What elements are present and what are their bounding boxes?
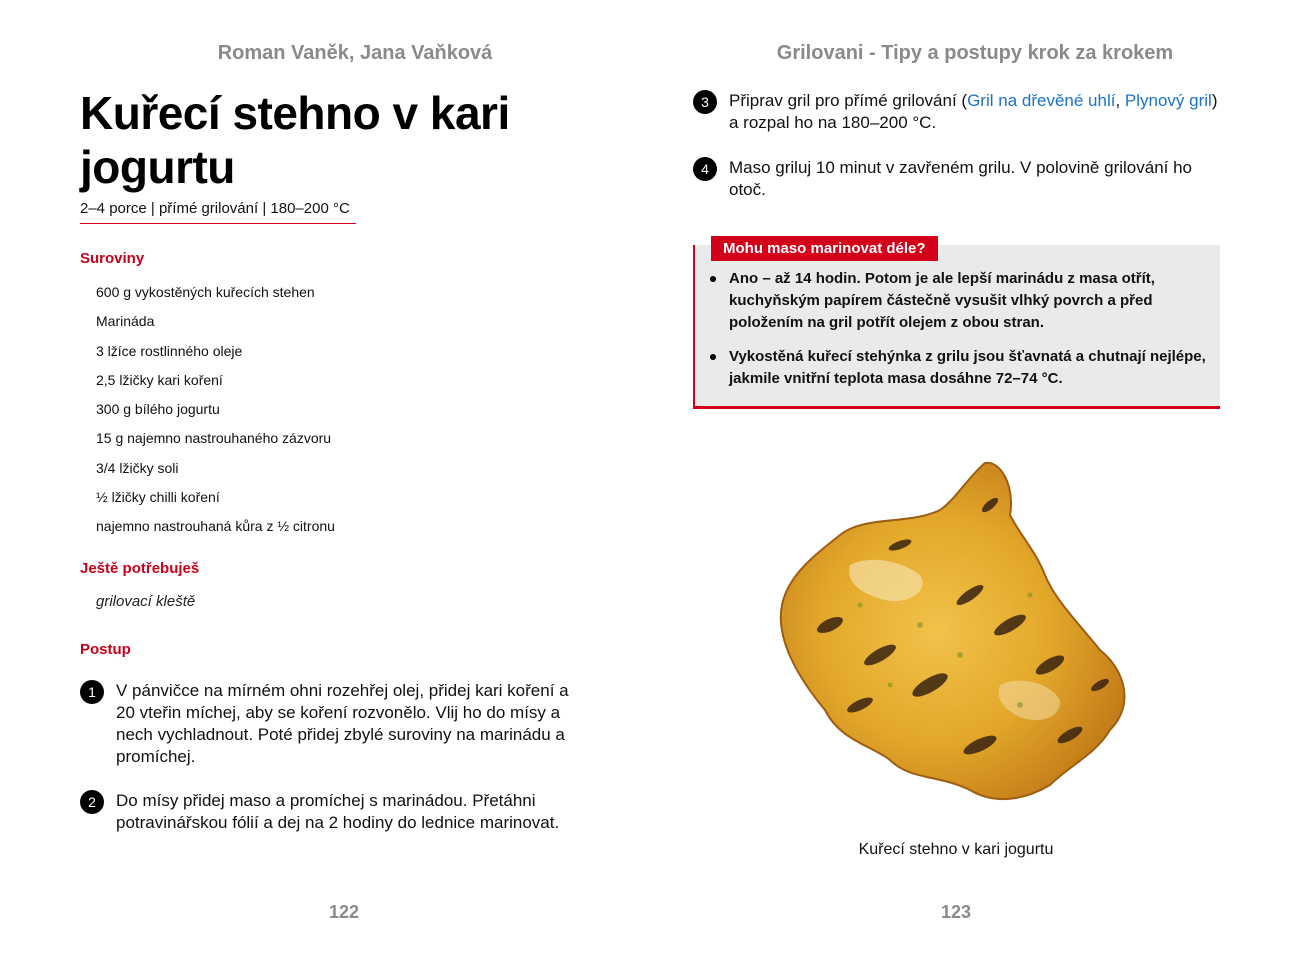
step-text-part: ) a rozpal ho na 180–200 °C. — [729, 91, 1218, 132]
method-heading: Postup — [80, 641, 131, 658]
ingredient-item: Marináda — [96, 313, 155, 330]
step-text: V pánvičce na mírném ohni rozehřej olej, přidej kari koření a 20 vteřin míchej, aby se koření rozvonělo. Vlij ho do mísy a nech vychladnout. Poté přidej zbylé suroviny na marinádu a promíchej. — [116, 681, 569, 766]
step-4 — [693, 157, 1213, 201]
ingredient-item: 600 g vykostěných kuřecích stehen — [96, 284, 315, 300]
tip-item: Vykostěná kuřecí stehýnka z grilu jsou šťavnatá a chutnají nejlépe, jakmile vnitřní teplota masa dosáhne 72–74 °C. — [708, 346, 1208, 390]
tip-box-title: Mohu maso marinovat déle? — [711, 236, 938, 261]
step-number-badge: 3 — [693, 90, 717, 114]
charcoal-grill-link[interactable]: Gril na dřevěné uhlí — [967, 91, 1116, 110]
ingredients-list — [96, 283, 335, 547]
step-number-badge: 4 — [693, 157, 717, 181]
step-text — [729, 90, 1223, 134]
page-number-left: 122 — [328, 902, 360, 922]
step-text-part: Připrav gril pro přímé grilování ( — [729, 91, 968, 110]
tool-item: grilovací kleště — [96, 593, 196, 610]
ingredients-heading: Suroviny — [80, 250, 145, 267]
ingredient-item: 2,5 lžičky kari koření — [96, 371, 223, 388]
link-separator: , — [1115, 91, 1125, 110]
ingredient-item: 300 g bílého jogurtu — [96, 401, 220, 418]
step-text: Maso griluj 10 minut v zavřeném grilu. V polovině grilování ho otoč. — [729, 158, 1193, 199]
recipe-title: Kuřecí stehno v kari jogurtu — [80, 87, 510, 193]
running-head-right: Grilovani - Tipy a postupy krok za krokem — [776, 42, 1174, 64]
step-3 — [693, 90, 1223, 134]
chicken-thigh-shape — [781, 463, 1125, 799]
ingredient-item: najemno nastrouhaná kůra z ½ citronu — [96, 518, 335, 535]
ingredient-item: 3/4 lžičky soli — [96, 459, 179, 476]
ingredient-item: 3 lžíce rostlinného oleje — [96, 342, 243, 359]
page-number-right: 123 — [940, 902, 972, 922]
photo-caption: Kuřecí stehno v kari jogurtu — [858, 841, 1054, 858]
gas-grill-link[interactable]: Plynový gril — [1124, 91, 1212, 110]
recipe-meta: 2–4 porce | přímé grilování | 180–200 °C — [80, 200, 356, 224]
ingredient-item: 15 g najemno nastrouhaného zázvoru — [96, 430, 332, 447]
step-1 — [80, 680, 580, 768]
grilled-chicken-photo — [770, 455, 1140, 810]
step-number-badge: 1 — [80, 680, 104, 704]
ingredient-item: ½ lžičky chilli koření — [96, 489, 220, 506]
tools-heading: Ještě potřebuješ — [80, 560, 200, 577]
step-number-badge: 2 — [80, 790, 104, 814]
step-2 — [80, 790, 580, 834]
running-head-left: Roman Vaněk, Jana Vaňková — [217, 42, 493, 64]
step-text: Do mísy přidej maso a promíchej s marinádou. Přetáhni potravinářskou fólií a dej na 2 hodiny do lednice marinovat. — [116, 791, 560, 832]
tip-item: Ano – až 14 hodin. Potom je ale lepší marinádu z masa otřít, kuchyňským papírem částečně vysušit vlhký povrch a před položením na gril potřít olejem z obou stran. — [708, 268, 1208, 334]
tip-list — [708, 268, 1208, 402]
